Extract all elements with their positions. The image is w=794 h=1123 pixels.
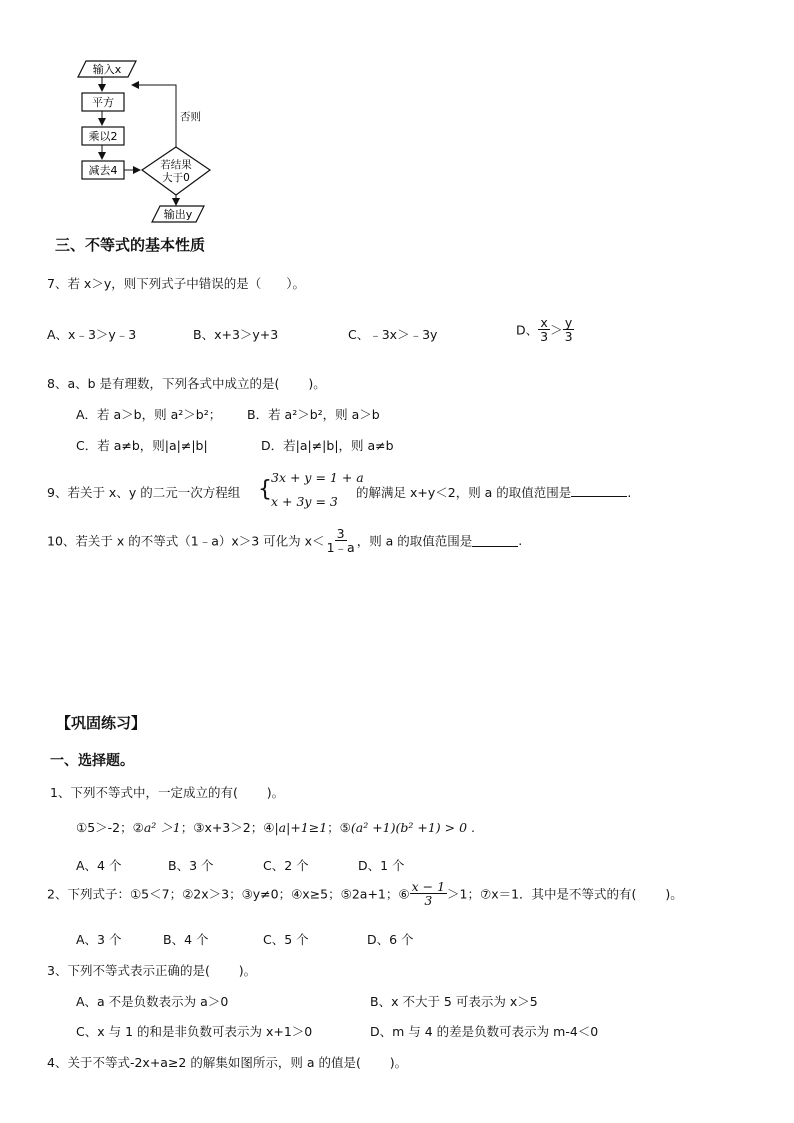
q10-prefix: 10、若关于 x 的不等式（1﹣a）x＞3 可化为 x＜ xyxy=(47,533,325,549)
p1-option-c: C、2 个 xyxy=(263,858,309,873)
flow-output-label: 输出y xyxy=(163,208,193,221)
p2-option-b: B、4 个 xyxy=(163,932,209,947)
q8-option-b: B．若 a²＞b²，则 a＞b xyxy=(247,407,380,422)
p2-option-a: A、3 个 xyxy=(76,932,122,947)
q8-option-a: A．若 a＞b，则 a²＞b²； xyxy=(76,407,222,422)
p1-option-b: B、3 个 xyxy=(168,858,214,873)
p3-stem: 3、下列不等式表示正确的是( )。 xyxy=(47,963,257,978)
p2-den: 3 xyxy=(424,893,433,909)
p1-stem: 1、下列不等式中，一定成立的有( )。 xyxy=(50,785,285,800)
q10-den: 1﹣a xyxy=(326,540,355,556)
q9-suffix-line xyxy=(356,483,631,501)
flow-input-label: 输入x xyxy=(92,63,122,76)
q7-d-prefix: D、 xyxy=(516,322,539,338)
p3-option-d: D、m 与 4 的差是负数可表示为 m-4＜0 xyxy=(370,1024,599,1039)
p1-item4: |a|+1≥1 xyxy=(274,820,328,835)
q7-d-gt: ＞ xyxy=(550,322,563,338)
q8-option-d: D．若|a|≠|b|，则 a≠b xyxy=(261,438,394,453)
p1-item3: ；③x+3＞2；④ xyxy=(180,820,275,835)
p2-option-d: D、6 个 xyxy=(367,932,414,947)
q8-stem: 8、a、b 是有理数，下列各式中成立的是( )。 xyxy=(47,376,326,391)
q7-d-num2: y xyxy=(564,315,573,330)
q10-num: 3 xyxy=(336,526,345,541)
q10-line xyxy=(47,527,522,554)
q7-d-frac-2 xyxy=(563,316,575,343)
flow-square-label: 平方 xyxy=(92,96,114,109)
flow-condition-line1: 若结果 xyxy=(160,159,192,171)
section-title: 三、不等式的基本性质 xyxy=(55,236,206,254)
p2-suffix: ＞1；⑦x＝1．其中是不等式的有( )。 xyxy=(447,886,683,902)
q9-eq2: x + 3y = 3 xyxy=(271,494,338,509)
p4-stem: 4、关于不等式-2x+a≥2 的解集如图所示，则 a 的值是( )。 xyxy=(47,1055,408,1070)
flow-times2-label: 乘以2 xyxy=(88,130,118,143)
q9-end: . xyxy=(627,485,632,500)
q9-suffix: 的解满足 x+y＜2，则 a 的取值范围是 xyxy=(356,485,572,500)
q8-option-c: C．若 a≠b，则|a|≠|b| xyxy=(76,438,208,453)
q7-d-num1: x xyxy=(540,315,548,330)
p1-item5: ；⑤ xyxy=(327,820,351,835)
q9-prefix: 9、若关于 x、y 的二元一次方程组 xyxy=(47,485,241,500)
q10-suffix: ，则 a 的取值范围是 xyxy=(356,533,473,549)
p1-items xyxy=(76,818,475,836)
p1-item5b: (a² +1)(b² +1) > 0 . xyxy=(350,820,475,835)
flowchart xyxy=(70,55,230,230)
practice-title: 【巩固练习】 xyxy=(56,714,147,732)
p2-num: x − 1 xyxy=(411,879,446,894)
p2-frac xyxy=(410,880,447,907)
q7-d-den1: 3 xyxy=(540,329,549,345)
p2-option-c: C、5 个 xyxy=(263,932,309,947)
flow-minus4-label: 减去4 xyxy=(88,164,118,177)
p3-option-b: B、x 不大于 5 可表示为 x＞5 xyxy=(370,994,538,1009)
p1-option-d: D、1 个 xyxy=(358,858,405,873)
flow-condition-line2: 大于0 xyxy=(162,172,190,184)
condition-diamond xyxy=(142,147,210,195)
p2-prefix: 2、下列式子：①5＜7；②2x＞3；③y≠0；④x≥5；⑤2a+1；⑥ xyxy=(47,886,410,902)
q7-option-d xyxy=(516,316,575,343)
flow-else-label: 否则 xyxy=(180,111,201,123)
q9-brace: { xyxy=(258,477,272,502)
p3-option-c: C、x 与 1 的和是非负数可表示为 x+1＞0 xyxy=(76,1024,313,1039)
q10-frac xyxy=(325,527,357,554)
q9-answer-blank[interactable] xyxy=(571,484,627,497)
q9-eq1: 3x + y = 1 + a xyxy=(271,470,364,485)
section1-title: 一、选择题。 xyxy=(50,753,134,769)
p1-item2: a² ＞1 xyxy=(143,820,181,835)
q7-option-c: C、﹣3x＞﹣3y xyxy=(348,327,438,342)
p2-line xyxy=(47,880,683,907)
q7-option-a: A、x﹣3＞y﹣3 xyxy=(47,327,137,342)
p1-option-a: A、4 个 xyxy=(76,858,122,873)
q7-option-b: B、x+3＞y+3 xyxy=(193,327,279,342)
q10-end: . xyxy=(518,533,523,549)
q10-answer-blank[interactable] xyxy=(472,534,518,547)
q7-stem: 7、若 x＞y，则下列式子中错误的是（ ）。 xyxy=(47,276,305,291)
p3-option-a: A、a 不是负数表示为 a＞0 xyxy=(76,994,229,1009)
p1-items-1: ①5＞-2；② xyxy=(76,820,144,835)
q7-d-frac-1 xyxy=(538,316,550,343)
q7-d-den2: 3 xyxy=(564,329,573,345)
